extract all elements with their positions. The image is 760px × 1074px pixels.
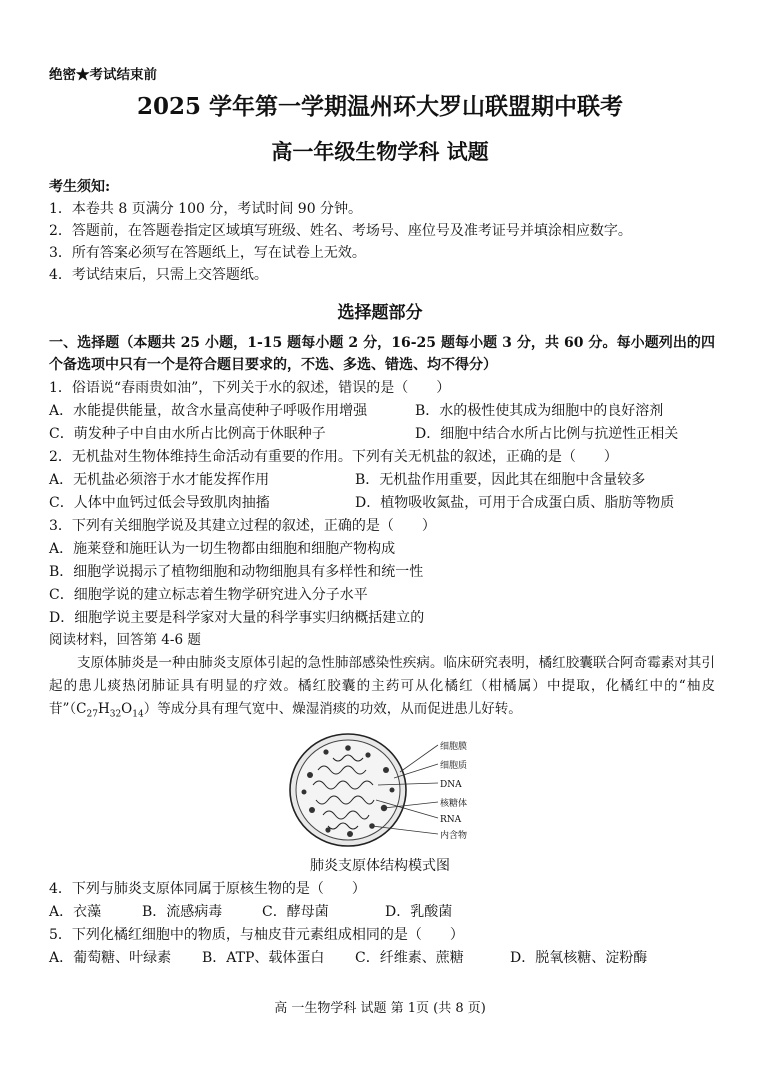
option-b: B．无机盐作用重要，因此其在细胞中含量较多 xyxy=(355,472,646,488)
option-d: D．植物吸收氮盐，可用于合成蛋白质、脂肪等物质 xyxy=(355,495,675,511)
diagram-label-membrane: 细胞膜 xyxy=(440,742,468,752)
option-b: B．ATP、载体蛋白 xyxy=(202,950,325,966)
option-d: D．脱氧核糖、淀粉酶 xyxy=(510,950,648,966)
option-c: C．酵母菌 xyxy=(262,904,329,920)
question-stem: 3．下列有关细胞学说及其建立过程的叙述，正确的是（ ） xyxy=(49,518,436,534)
exam-subtitle: 高一年级生物学科 试题 xyxy=(271,139,489,164)
diagram-caption: 肺炎支原体结构模式图 xyxy=(310,858,450,874)
diagram-label-inclusion: 内含物 xyxy=(440,831,468,841)
notice-item: 4．考试结束后，只需上交答题纸。 xyxy=(49,267,268,283)
option-b: B．水的极性使其成为细胞中的良好溶剂 xyxy=(415,403,664,419)
confidential-mark: 绝密★考试结束前 xyxy=(49,67,157,83)
notice-item: 2．答题前，在答题卷指定区域填写班级、姓名、考场号、座位号及准考证号并填涂相应数字。 xyxy=(49,223,632,239)
mycoplasma-diagram xyxy=(288,730,488,850)
option-a: A．葡萄糖、叶绿素 xyxy=(49,950,172,966)
formula-h-sub: 32 xyxy=(109,709,122,720)
notice-item: 3．所有答案必须写在答题纸上，写在试卷上无效。 xyxy=(49,245,366,261)
diagram-label-dna: DNA xyxy=(440,780,462,790)
option-a: A．无机盐必须溶于水才能发挥作用 xyxy=(49,472,270,488)
formula-o: O xyxy=(121,701,133,717)
diagram-label-cytoplasm: 细胞质 xyxy=(440,761,468,771)
page-footer: 高 一生物学科 试题 第 1页 (共 8 页) xyxy=(274,1001,486,1016)
option-c: C．人体中血钙过低会导致肌肉抽搐 xyxy=(49,495,270,511)
diagram-label-ribosome: 核糖体 xyxy=(440,799,468,809)
notice-title: 考生须知: xyxy=(49,179,111,195)
option-b: B．细胞学说揭示了植物细胞和动物细胞具有多样性和统一性 xyxy=(49,564,424,580)
reading-intro: 阅读材料，回答第 4-6 题 xyxy=(49,632,201,648)
question-stem: 5．下列化橘红细胞中的物质，与柚皮苷元素组成相同的是（ ） xyxy=(49,927,464,943)
option-c: C．细胞学说的建立标志着生物学研究进入分子水平 xyxy=(49,587,368,603)
question-stem: 4．下列与肺炎支原体同属于原核生物的是（ ） xyxy=(49,881,366,897)
option-b: B．流感病毒 xyxy=(142,904,223,920)
section-intro: 一、选择题（本题共 25 小题，1-15 题每小题 2 分，16-25 题每小题 3 分，共 60 分。每小题列出的四个备选项中只有一个是符合题目要求的，不选、多选、错选、均不得分） xyxy=(49,335,715,373)
option-a: A．衣藻 xyxy=(49,904,102,920)
option-d: D．细胞中结合水所占比例与抗逆性正相关 xyxy=(415,426,679,442)
option-c: C．纤维素、蔗糖 xyxy=(355,950,464,966)
section-title: 选择题部分 xyxy=(337,303,423,323)
option-a: A．水能提供能量，故含水量高使种子呼吸作用增强 xyxy=(49,403,368,419)
option-a: A．施莱登和施旺认为一切生物都由细胞和细胞产物构成 xyxy=(49,541,396,557)
formula-h: H xyxy=(97,701,110,717)
option-d: D．细胞学说主要是科学家对大量的科学事实归纳概括建立的 xyxy=(49,610,425,626)
reading-text-a: 支原体肺炎是一种由肺炎支原体引起的急性肺部感染性疾病。临床研究表明，橘红胶囊联合阿奇霉素对其引起的患儿痰热闭肺证具有明显的疗效。橘红胶囊的主药可从化橘红（柑橘属）中提取，化橘红中的“柚皮苷”（C xyxy=(49,655,715,717)
exam-title: 2025 学年第一学期温州环大罗山联盟期中联考 xyxy=(136,93,624,120)
formula-o-sub: 14 xyxy=(132,709,144,720)
question-stem: 1．俗语说“春雨贵如油”，下列关于水的叙述，错误的是（ ） xyxy=(49,380,451,396)
reading-passage xyxy=(49,652,715,727)
notice-item: 1．本卷共 8 页满分 100 分，考试时间 90 分钟。 xyxy=(49,201,363,217)
reading-text-b: ）等成分具有理气宽中、燥湿消痰的功效，从而促进患儿好转。 xyxy=(143,701,522,717)
option-c: C．萌发种子中自由水所占比例高于休眠种子 xyxy=(49,426,326,442)
diagram-label-rna: RNA xyxy=(440,815,462,825)
question-stem: 2．无机盐对生物体维持生命活动有重要的作用。下列有关无机盐的叙述，正确的是（ ） xyxy=(49,449,618,465)
formula-c-sub: 27 xyxy=(86,709,98,720)
option-d: D．乳酸菌 xyxy=(385,904,453,920)
